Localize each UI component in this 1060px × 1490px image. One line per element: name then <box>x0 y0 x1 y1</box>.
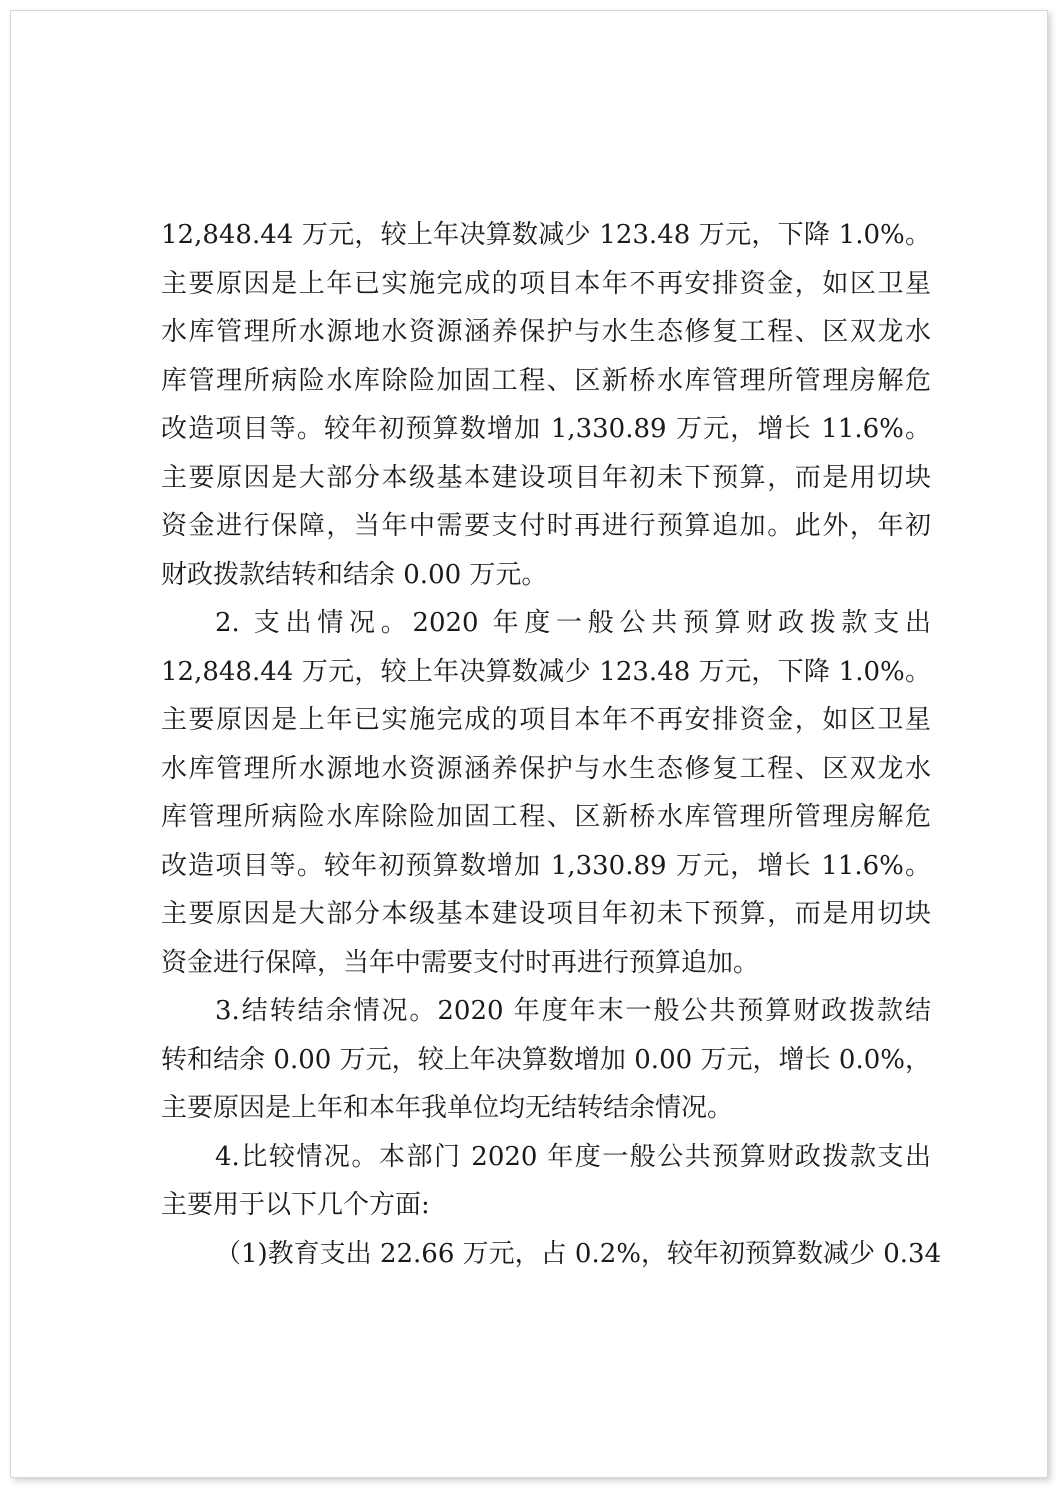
text-line: 库管理所病险水库除险加固工程、区新桥水库管理所管理房解危 <box>161 802 931 832</box>
document-body <box>161 211 942 1278</box>
paragraph-heading: 2. 支出情况。2020 年度一般公共预算财政拨款支出 <box>215 608 931 638</box>
text-line: 12,848.44 万元，较上年决算数减少 123.48 万元，下降 1.0%。 <box>161 656 931 687</box>
text-line: 改造项目等。较年初预算数增加 1,330.89 万元，增长 11.6%。 <box>161 850 931 881</box>
paragraph-heading: 4.比较情况。本部门 2020 年度一般公共预算财政拨款支出 <box>215 1141 931 1172</box>
text-line: 库管理所病险水库除险加固工程、区新桥水库管理所管理房解危 <box>161 365 931 396</box>
text-line: 水库管理所水源地水资源涵养保护与水生态修复工程、区双龙水 <box>161 317 931 347</box>
text-line: 主要原因是大部分本级基本建设项目年初未下预算，而是用切块 <box>161 462 931 493</box>
document-page <box>10 10 1048 1478</box>
list-item: （1)教育支出 22.66 万元，占 0.2%，较年初预算数减少 0.34 <box>215 1238 942 1269</box>
paragraph-heading: 3.结转结余情况。2020 年度年末一般公共预算财政拨款结 <box>215 996 931 1026</box>
text-line: 资金进行保障，当年中需要支付时再进行预算追加。 <box>161 947 760 978</box>
text-line: 转和结余 0.00 万元，较上年决算数增加 0.00 万元，增长 0.0%， <box>161 1044 931 1075</box>
text-line: 财政拨款结转和结余 0.00 万元。 <box>161 559 548 590</box>
text-line: 主要原因是上年已实施完成的项目本年不再安排资金，如区卫星 <box>161 268 931 299</box>
text-line: 主要原因是上年已实施完成的项目本年不再安排资金，如区卫星 <box>161 705 931 735</box>
text-line: 改造项目等。较年初预算数增加 1,330.89 万元，增长 11.6%。 <box>161 414 931 444</box>
text-line: 水库管理所水源地水资源涵养保护与水生态修复工程、区双龙水 <box>161 753 931 784</box>
text-line: 资金进行保障，当年中需要支付时再进行预算追加。此外，年初 <box>161 511 931 541</box>
text-line: 主要原因是大部分本级基本建设项目年初未下预算，而是用切块 <box>161 899 931 929</box>
text-line: 主要用于以下几个方面: <box>161 1190 430 1220</box>
text-line: 12,848.44 万元，较上年决算数减少 123.48 万元，下降 1.0%。 <box>161 220 931 250</box>
text-line: 主要原因是上年和本年我单位均无结转结余情况。 <box>161 1093 734 1123</box>
